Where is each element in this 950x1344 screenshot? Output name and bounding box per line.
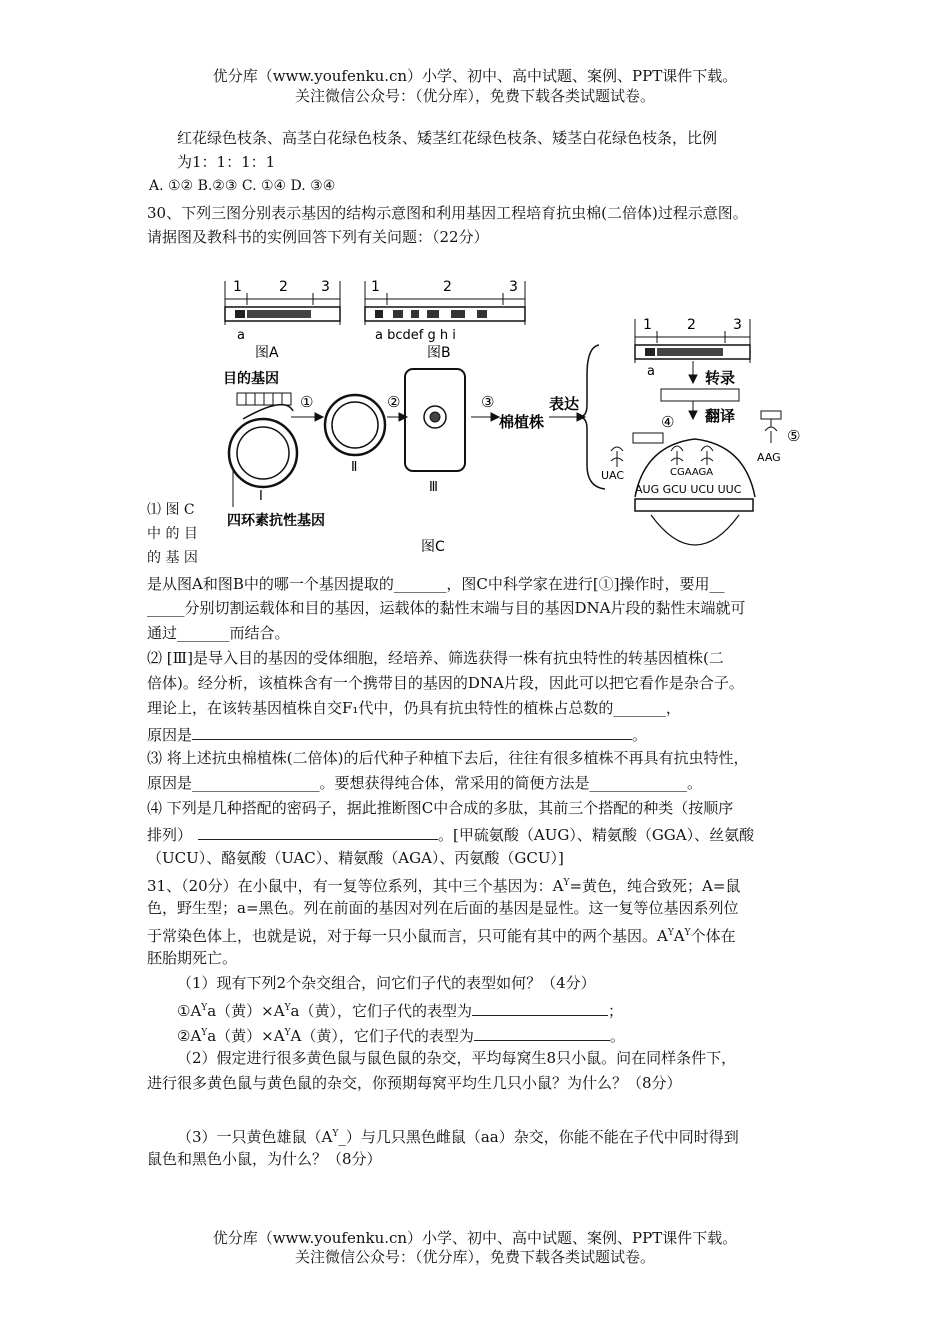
trna-aag bbox=[761, 411, 781, 443]
sup-y: Y bbox=[201, 1028, 208, 1038]
roman-1: Ⅰ bbox=[259, 489, 263, 504]
footer-line-1: 优分库（www.youfenku.cn）小学、初中、高中试题、案例、PPT课件下载。 bbox=[212, 1229, 738, 1247]
aag-label: AAG bbox=[757, 451, 781, 464]
cross2-b: a（黄）×A bbox=[207, 1027, 285, 1045]
trna-uac bbox=[611, 447, 623, 467]
fig-a-num-3: 3 bbox=[321, 279, 330, 295]
expression-label: 表达 bbox=[549, 395, 580, 413]
fig-b-letters: a bcdef g h i bbox=[375, 328, 456, 343]
q30-p2-reason-label: 原因是 bbox=[147, 726, 193, 744]
uac-label: UAC bbox=[601, 469, 625, 482]
sup-y: Y bbox=[563, 878, 570, 888]
recipient-cell-iii bbox=[405, 369, 465, 471]
q31-sub1: （1）现有下列2个杂交组合，问它们子代的表型如何？（4分） bbox=[177, 974, 596, 992]
q30-p2-line-c: 理论上，在该转基因植株自交F₁代中，仍具有抗虫特性的植株占总数的_______， bbox=[147, 699, 681, 717]
target-gene-fragment bbox=[237, 393, 291, 405]
mrna-box bbox=[661, 389, 739, 401]
q30-p4-line-b bbox=[147, 823, 754, 845]
cross1-a: ①A bbox=[177, 1002, 202, 1020]
codons-label: AUG GCU UCU UUC bbox=[635, 483, 742, 496]
step-3: ③ bbox=[481, 393, 495, 411]
cross1-b: a（黄）×A bbox=[207, 1002, 285, 1020]
right-num-2: 2 bbox=[687, 317, 696, 333]
q30-p3-line-b: 原因是_________________。要想获得纯合体，常采用的简便方法是_____________。 bbox=[147, 774, 703, 792]
q30-p4-line-a: ⑷ 下列是几种搭配的密码子，据此推断图C中合成的多肽，其前三个搭配的种类（按顺序 bbox=[147, 799, 734, 817]
q30-p4-codon-list-start: 。[甲硫氨酸（AUG）、精氨酸（GGA）、丝氨酸 bbox=[438, 826, 755, 844]
q30-p1-line-c: 的 基 因 bbox=[147, 550, 198, 566]
q31-line-1 bbox=[147, 873, 740, 896]
q31-line-4: 胚胎期死亡。 bbox=[147, 949, 238, 967]
sup-y: Y bbox=[284, 1028, 291, 1038]
q30-p4-label: 排列） bbox=[147, 826, 193, 844]
cross1-end: ； bbox=[608, 1002, 624, 1020]
right-num-1: 1 bbox=[643, 317, 652, 333]
step-5: ⑤ bbox=[787, 427, 801, 445]
q30-p2-reason-blank[interactable] bbox=[192, 723, 632, 740]
arrow-1 bbox=[291, 413, 323, 421]
q31-sub2-line-b: 进行很多黄色鼠与黄色鼠的杂交，你预期每窝平均生几只小鼠？为什么？（8分） bbox=[147, 1074, 682, 1092]
fig-b-num-1: 1 bbox=[371, 279, 380, 295]
q30-intro-line-1: 30、下列三图分别表示基因的结构示意图和利用基因工程培育抗虫棉(二倍体)过程示意图。 bbox=[147, 204, 748, 222]
q30-p2-line-d bbox=[147, 723, 647, 745]
q29-text-line-2: 为1：1：1：1 bbox=[177, 153, 276, 171]
figure-svg bbox=[215, 275, 805, 560]
sup-y: Y bbox=[332, 1129, 339, 1139]
sup-y: Y bbox=[684, 928, 691, 938]
header-line-2: 关注微信公众号：（优分库），免费下载各类试题试卷。 bbox=[294, 87, 655, 105]
q30-p4-line-c: （UCU）、酪氨酸（UAC）、精氨酸（AGA）、丙氨酸（GCU）] bbox=[147, 849, 564, 867]
plasmid-i bbox=[229, 405, 297, 507]
header-line-1: 优分库（www.youfenku.cn）小学、初中、高中试题、案例、PPT课件下载。 bbox=[212, 67, 738, 85]
fig-a-label: 图A bbox=[255, 345, 279, 361]
roman-2: Ⅱ bbox=[351, 460, 358, 475]
q30-p1-line-f: 通过_______而结合。 bbox=[147, 624, 290, 642]
q31-line-3 bbox=[147, 923, 736, 946]
q31-sub2-line-a: （2）假定进行很多黄色鼠与鼠色鼠的杂交，平均每窝生8只小鼠。问在同样条件下， bbox=[177, 1049, 737, 1067]
q30-p2-reason-end: 。 bbox=[632, 726, 648, 744]
plasmid-ii bbox=[325, 395, 385, 455]
arrow-3 bbox=[471, 413, 499, 421]
sup-y: Y bbox=[201, 1003, 208, 1013]
sup-y: Y bbox=[667, 928, 674, 938]
cotton-plant-label: 棉植株 bbox=[499, 413, 545, 431]
q31-sub3-line-b: 鼠色和黑色小鼠，为什么？（8分） bbox=[147, 1150, 382, 1168]
cross1-c: a（黄），它们子代的表型为 bbox=[290, 1002, 472, 1020]
tet-gene-label: 四环素抗性基因 bbox=[227, 513, 325, 529]
step-1: ① bbox=[300, 393, 314, 411]
fig-a-num-1: 1 bbox=[233, 279, 242, 295]
q30-p1-line-e: _____分别切割运载体和目的基因，运载体的黏性末端与目的基因DNA片段的黏性末端就可 bbox=[147, 599, 746, 617]
cross1-blank[interactable] bbox=[472, 999, 608, 1016]
q31-sub3-line-a bbox=[177, 1124, 739, 1147]
footer-line-2: 关注微信公众号：（优分库），免费下载各类试题试卷。 bbox=[294, 1248, 655, 1266]
q30-p2-line-b: 倍体)。经分析，该植株含有一个携带目的基因的DNA片段，因此可以把它看作是杂合子。 bbox=[147, 674, 744, 692]
fig-b-num-2: 2 bbox=[443, 279, 452, 295]
step-4: ④ bbox=[661, 413, 675, 431]
cross2-c: A（黄），它们子代的表型为 bbox=[290, 1027, 474, 1045]
q31-line-2: 色，野生型；a=黑色。列在前面的基因对列在后面的基因是显性。这一复等位基因系列位 bbox=[147, 899, 739, 917]
q30-p4-blank[interactable] bbox=[198, 823, 438, 840]
q31-line-1b: =黄色，纯合致死；A=鼠 bbox=[569, 877, 741, 895]
sub3-a2: _）与几只黑色雌鼠（aa）杂交，你能不能在子代中同时得到 bbox=[338, 1128, 739, 1146]
fig-b-num-3: 3 bbox=[509, 279, 518, 295]
gene-engineering-figure bbox=[215, 275, 805, 560]
q31-cross-1 bbox=[177, 998, 623, 1021]
right-letter: a bbox=[647, 364, 655, 379]
cross2-end: 。 bbox=[609, 1027, 625, 1045]
right-num-3: 3 bbox=[733, 317, 742, 333]
q31-line-3a: 于常染色体上，也就是说，对于每一只小鼠而言，只可能有其中的两个基因。A bbox=[147, 927, 668, 945]
trna-pair bbox=[671, 446, 713, 465]
peptide-chain bbox=[633, 433, 663, 443]
sup-y: Y bbox=[284, 1003, 291, 1013]
arrow-transcribe bbox=[689, 361, 697, 383]
q30-p1-line-a: ⑴ 图 C bbox=[147, 502, 195, 518]
q30-p3-line-a: ⑶ 将上述抗虫棉植株(二倍体)的后代种子种植下去后，往往有很多植株不再具有抗虫特性， bbox=[147, 749, 749, 767]
cross2-blank[interactable] bbox=[474, 1024, 610, 1041]
q30-p1-line-d: 是从图A和图B中的哪一个基因提取的_______，图C中科学家在进行[①]操作时，要用__ bbox=[147, 575, 725, 593]
fig-a-letter: a bbox=[237, 328, 245, 343]
anticodons-label: CGAAGA bbox=[670, 467, 714, 478]
q31-line-3b: A bbox=[673, 927, 685, 945]
cross2-a: ②A bbox=[177, 1027, 202, 1045]
q30-p1-line-b: 中 的 目 bbox=[147, 526, 198, 542]
fig-a-num-2: 2 bbox=[279, 279, 288, 295]
q29-options: A. ①② B.②③ C. ①④ D. ③④ bbox=[149, 178, 336, 194]
step-2: ② bbox=[387, 393, 401, 411]
translate-label: 翻译 bbox=[705, 407, 736, 425]
q31-cross-2 bbox=[177, 1023, 625, 1046]
fig-b-label: 图B bbox=[427, 345, 451, 361]
target-gene-label: 目的基因 bbox=[223, 371, 279, 387]
q31-line-3c: 个体在 bbox=[690, 927, 736, 945]
fig-c-label: 图C bbox=[421, 539, 445, 555]
q30-p2-line-a: ⑵ [Ⅲ]是导入目的基因的受体细胞，经培养、筛选获得一株有抗虫特性的转基因植株(二 bbox=[147, 649, 724, 667]
q31-line-1a: 31、（20分）在小鼠中，有一复等位系列，其中三个基因为：A bbox=[147, 877, 564, 895]
sub3-a1: （3）一只黄色雄鼠（A bbox=[177, 1128, 333, 1146]
arrow-translate bbox=[689, 401, 697, 419]
roman-3: Ⅲ bbox=[429, 480, 438, 495]
q30-intro-line-2: 请据图及教科书的实例回答下列有关问题：（22分） bbox=[147, 228, 489, 246]
transcribe-label: 转录 bbox=[705, 369, 736, 387]
q29-text-line-1: 红花绿色枝条、高茎白花绿色枝条、矮茎红花绿色枝条、矮茎白花绿色枝条，比例 bbox=[177, 129, 718, 147]
